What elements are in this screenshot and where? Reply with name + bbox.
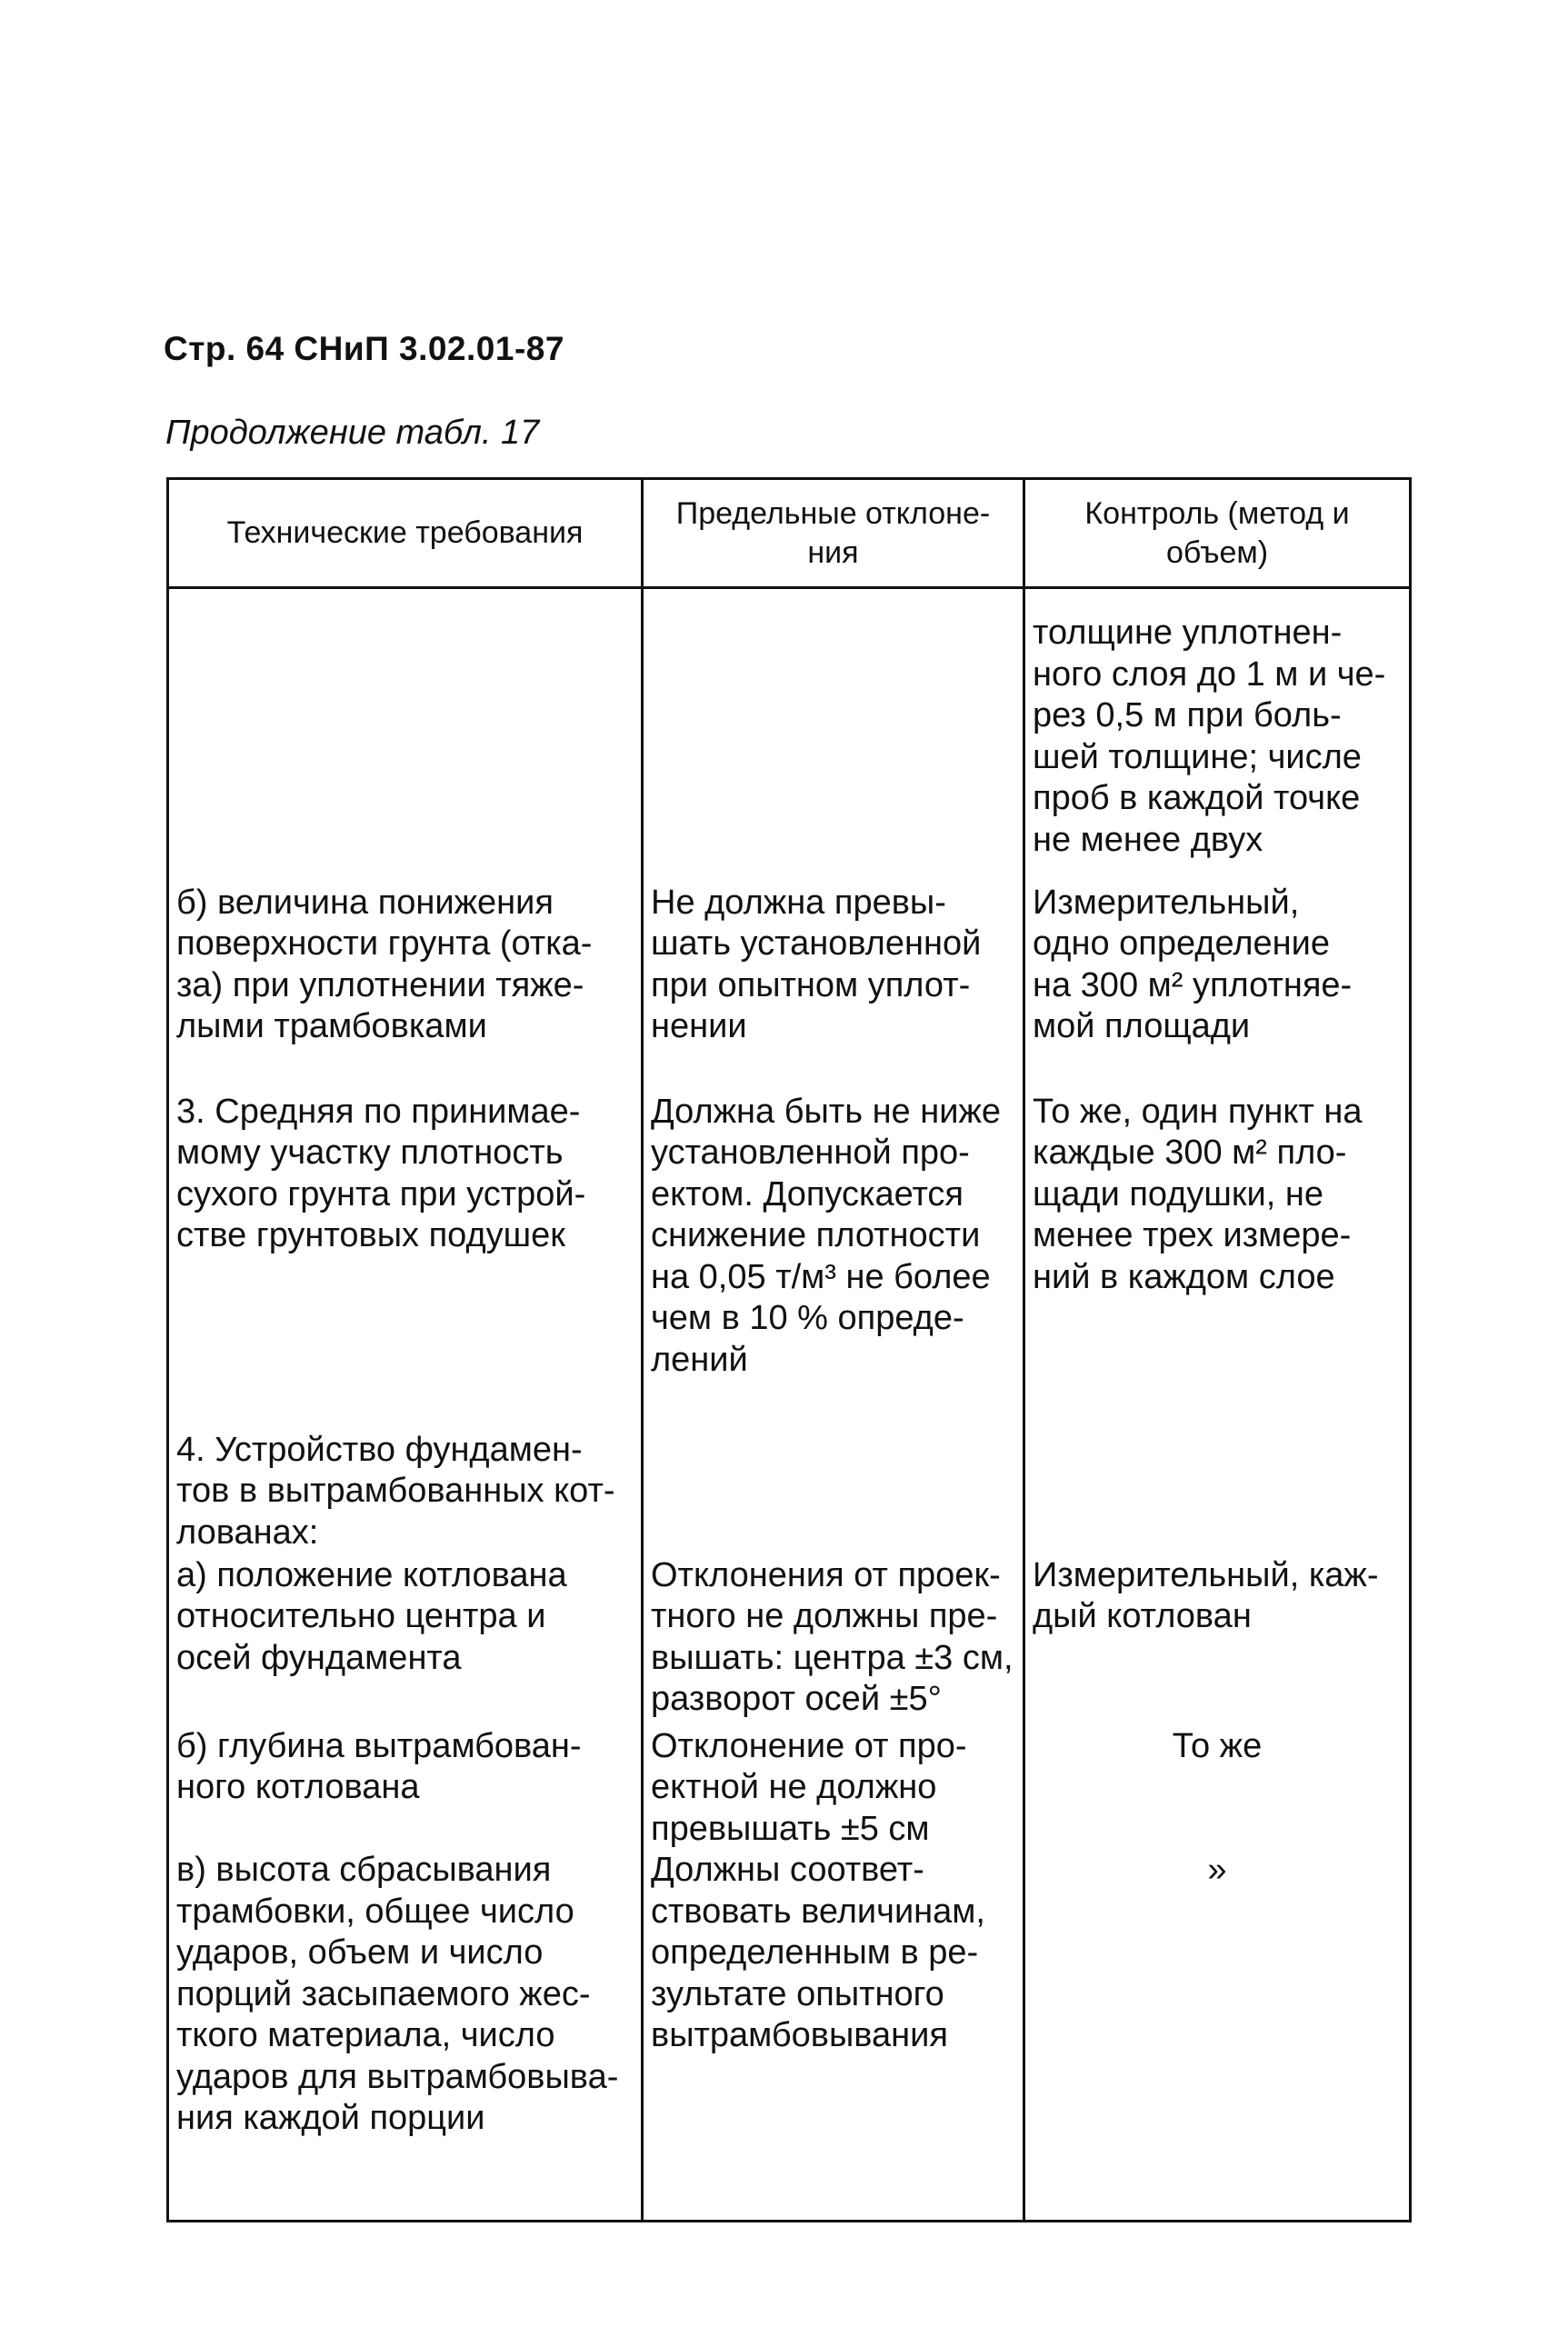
control-cell: толщине уплотнен- ного слоя до 1 м и че- рез 0,5 м при боль- шей толщине; числе проб в каждой точке не менее двух [1024, 588, 1411, 883]
page-header: Стр. 64 СНиП 3.02.01-87 [164, 330, 564, 367]
table-caption: Продолжение табл. 17 [165, 414, 540, 452]
control-cell: Измерительный, одно определение на 300 м² уплотняе- мой площади [1024, 883, 1411, 1092]
deviation-cell: Отклонение от про- ектной не должно превышать ±5 см [643, 1726, 1024, 1851]
requirement-cell: б) величина понижения поверхности грунта (отка- за) при уплотнении тяже- лыми трамбовками [168, 883, 643, 1092]
table-row [168, 1430, 1411, 1555]
requirement-cell: 4. Устройство фундамен- тов в вытрамбованных кот- лованах: [168, 1430, 643, 1555]
requirement-cell: в) высота сбрасывания трамбовки, общее число ударов, объем и число порций засыпаемого жес- ткого материала, число ударов для вытрамбовыва- ния каждой порции [168, 1850, 643, 2222]
deviation-cell: Должны соответ- ствовать величинам, определенным в ре- зультате опытного вытрамбовывания [643, 1850, 1024, 2222]
table-row [168, 1092, 1411, 1430]
deviation-cell [643, 588, 1024, 883]
table-row [168, 1726, 1411, 1851]
requirement-cell: б) глубина вытрамбован- ного котлована [168, 1726, 643, 1851]
requirement-cell: а) положение котлована относительно центра и осей фундамента [168, 1555, 643, 1726]
deviation-cell [643, 1430, 1024, 1555]
deviation-cell: Не должна превы- шать установленной при опытном уплот- нении [643, 883, 1024, 1092]
table-row [168, 1555, 1411, 1726]
control-cell [1024, 1430, 1411, 1555]
table-row [168, 883, 1411, 1092]
column-header-control: Контроль (метод и объем) [1024, 479, 1411, 588]
table-row [168, 1850, 1411, 2222]
column-header-deviations: Предельные отклоне- ния [643, 479, 1024, 588]
requirement-cell: 3. Средняя по принимае- мому участку плотность сухого грунта при устрой- стве грунтовых подушек [168, 1092, 643, 1430]
table-row [168, 588, 1411, 883]
requirement-cell [168, 588, 643, 883]
table-header-row [168, 479, 1411, 588]
deviation-cell: Должна быть не ниже установленной про- ектом. Допускается снижение плотности на 0,05 т/м³ не более чем в 10 % опреде- лений [643, 1092, 1024, 1430]
deviation-cell: Отклонения от проек- тного не должны пре- вышать: центра ±3 см, разворот осей ±5° [643, 1555, 1024, 1726]
requirements-table [166, 477, 1412, 2222]
control-cell: Измерительный, каж- дый котлован [1024, 1555, 1411, 1726]
control-cell: » [1024, 1850, 1411, 2222]
control-cell: То же, один пункт на каждые 300 м² пло- щади подушки, не менее трех измере- ний в каждом слое [1024, 1092, 1411, 1430]
column-header-requirements: Технические требования [168, 479, 643, 588]
control-cell: То же [1024, 1726, 1411, 1851]
